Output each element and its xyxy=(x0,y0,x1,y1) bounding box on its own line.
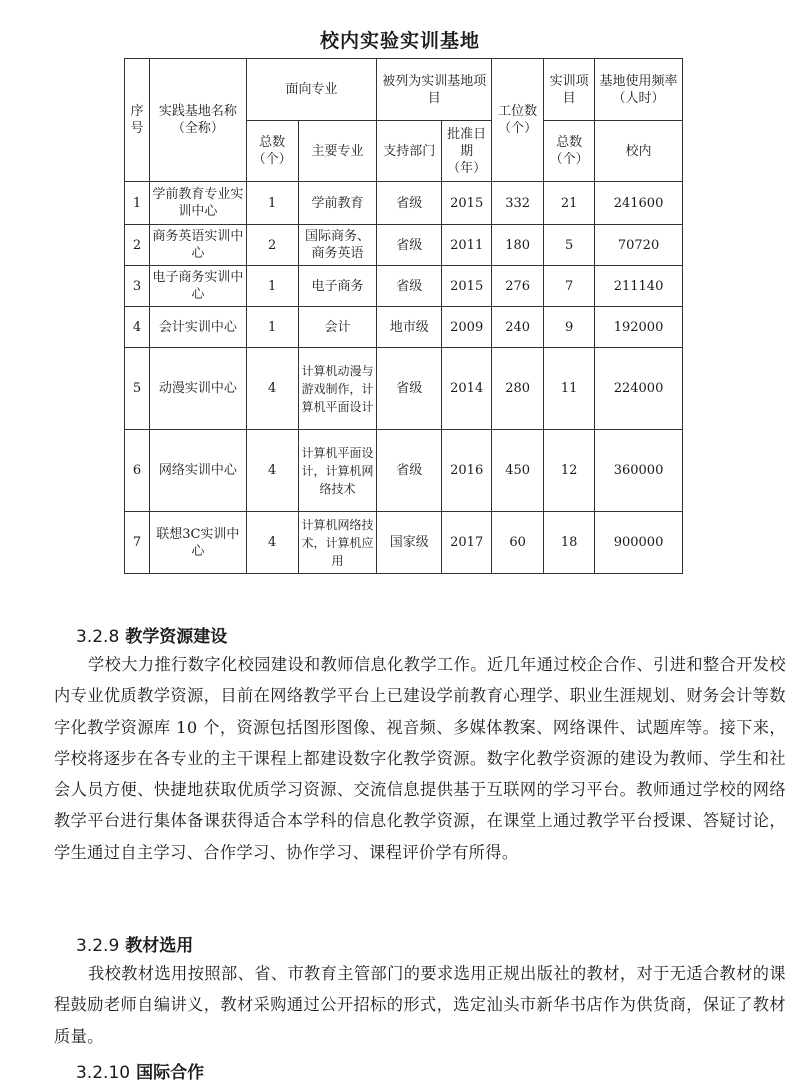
cell-date: 2017 xyxy=(442,512,492,574)
cell-usage: 360000 xyxy=(595,430,683,512)
cell-projects: 12 xyxy=(544,430,595,512)
cell-usage: 70720 xyxy=(595,225,683,266)
header-projects: 实训项目 xyxy=(544,59,595,121)
table-row xyxy=(125,225,683,266)
cell-date: 2009 xyxy=(442,307,492,348)
cell-name: 动漫实训中心 xyxy=(149,348,246,430)
cell-seq: 5 xyxy=(125,348,150,430)
section-number: 3.2.8 xyxy=(76,627,120,647)
header-major-total: 总数（个） xyxy=(246,121,298,182)
cell-name: 网络实训中心 xyxy=(149,430,246,512)
cell-major-main: 计算机网络技术，计算机应用 xyxy=(298,512,377,574)
section-heading-textbooks xyxy=(76,931,193,956)
cell-dept: 地市级 xyxy=(377,307,442,348)
cell-name: 商务英语实训中心 xyxy=(149,225,246,266)
cell-seq: 3 xyxy=(125,266,150,307)
cell-date: 2015 xyxy=(442,266,492,307)
cell-seq: 2 xyxy=(125,225,150,266)
table-row xyxy=(125,307,683,348)
section-title: 教学资源建设 xyxy=(125,627,228,647)
header-listed-group: 被列为实训基地项目 xyxy=(377,59,492,121)
cell-stations: 240 xyxy=(492,307,544,348)
cell-stations: 332 xyxy=(492,182,544,225)
header-dept: 支持部门 xyxy=(377,121,442,182)
header-usage: 基地使用频率（人时） xyxy=(595,59,683,121)
cell-dept: 国家级 xyxy=(377,512,442,574)
cell-projects: 11 xyxy=(544,348,595,430)
cell-major-total: 4 xyxy=(246,512,298,574)
cell-major-total: 4 xyxy=(246,430,298,512)
cell-name: 联想3C实训中心 xyxy=(149,512,246,574)
header-stations: 工位数（个） xyxy=(492,59,544,182)
section-heading-resources xyxy=(76,622,227,647)
cell-name: 电子商务实训中心 xyxy=(149,266,246,307)
cell-major-total: 1 xyxy=(246,266,298,307)
cell-major-main: 电子商务 xyxy=(298,266,377,307)
cell-projects: 18 xyxy=(544,512,595,574)
training-base-table xyxy=(124,58,683,574)
cell-seq: 1 xyxy=(125,182,150,225)
table-row xyxy=(125,512,683,574)
section-title: 教材选用 xyxy=(125,936,194,956)
section-number: 3.2.10 xyxy=(76,1063,131,1083)
cell-major-main: 会计 xyxy=(298,307,377,348)
section-title: 国际合作 xyxy=(136,1063,205,1083)
cell-major-main: 学前教育 xyxy=(298,182,377,225)
header-usage-campus: 校内 xyxy=(595,121,683,182)
cell-dept: 省级 xyxy=(377,348,442,430)
header-date: 批准日期（年） xyxy=(442,121,492,182)
cell-projects: 5 xyxy=(544,225,595,266)
cell-stations: 60 xyxy=(492,512,544,574)
header-seq: 序号 xyxy=(125,59,150,182)
cell-date: 2014 xyxy=(442,348,492,430)
cell-usage: 224000 xyxy=(595,348,683,430)
cell-usage: 211140 xyxy=(595,266,683,307)
cell-projects: 9 xyxy=(544,307,595,348)
cell-date: 2016 xyxy=(442,430,492,512)
cell-date: 2015 xyxy=(442,182,492,225)
header-major-main: 主要专业 xyxy=(298,121,377,182)
paragraph-textbooks: 我校教材选用按照部、省、市教育主管部门的要求选用正规出版社的教材，对于无适合教材的课程鼓励老师自编讲义，教材采购通过公开招标的形式，选定汕头市新华书店作为供货商，保证了教材质量。 xyxy=(54,964,786,1046)
cell-projects: 21 xyxy=(544,182,595,225)
cell-major-total: 1 xyxy=(246,182,298,225)
cell-usage: 241600 xyxy=(595,182,683,225)
cell-major-total: 2 xyxy=(246,225,298,266)
cell-major-main: 计算机平面设计，计算机网络技术 xyxy=(298,430,377,512)
cell-stations: 180 xyxy=(492,225,544,266)
cell-date: 2011 xyxy=(442,225,492,266)
cell-projects: 7 xyxy=(544,266,595,307)
cell-dept: 省级 xyxy=(377,225,442,266)
table-row xyxy=(125,348,683,430)
cell-seq: 4 xyxy=(125,307,150,348)
cell-name: 学前教育专业实训中心 xyxy=(149,182,246,225)
header-name: 实践基地名称（全称） xyxy=(149,59,246,182)
paragraph-resources: 学校大力推行数字化校园建设和教师信息化教学工作。近几年通过校企合作、引进和整合开发校内专业优质教学资源，目前在网络教学平台上已建设学前教育心理学、职业生涯规划、财务会计等数字化教学资源库 10 个，资源包括图形图像、视音频、多媒体教案、网络课件、试题库等。接下来，学校将逐步在各专业的主干课程上都建设数字化教学资源。数字化教学资源的建设为教师、学生和社会人员方便、快捷地获取优质学习资源、交流信息提供基于互联网的学习平台。教师通过学校的网络教学平台进行集体备课获得适合本学科的信息化教学资源，在课堂上通过教学平台授课、答疑讨论，学生通过自主学习、合作学习、协作学习、课程评价学有所得。 xyxy=(54,655,786,862)
table-title: 校内实验实训基地 xyxy=(319,30,480,52)
cell-major-main: 计算机动漫与游戏制作，计算机平面设计 xyxy=(298,348,377,430)
cell-seq: 7 xyxy=(125,512,150,574)
table-row xyxy=(125,182,683,225)
cell-stations: 280 xyxy=(492,348,544,430)
section-heading-international xyxy=(76,1058,204,1083)
cell-stations: 276 xyxy=(492,266,544,307)
cell-usage: 192000 xyxy=(595,307,683,348)
table-row xyxy=(125,430,683,512)
section-number: 3.2.9 xyxy=(76,936,120,956)
header-projects-total: 总数（个） xyxy=(544,121,595,182)
cell-stations: 450 xyxy=(492,430,544,512)
cell-name: 会计实训中心 xyxy=(149,307,246,348)
table-row xyxy=(125,266,683,307)
cell-dept: 省级 xyxy=(377,266,442,307)
cell-usage: 900000 xyxy=(595,512,683,574)
cell-major-total: 1 xyxy=(246,307,298,348)
cell-dept: 省级 xyxy=(377,430,442,512)
cell-major-total: 4 xyxy=(246,348,298,430)
header-major-group: 面向专业 xyxy=(246,59,377,121)
cell-dept: 省级 xyxy=(377,182,442,225)
cell-seq: 6 xyxy=(125,430,150,512)
cell-major-main: 国际商务、商务英语 xyxy=(298,225,377,266)
